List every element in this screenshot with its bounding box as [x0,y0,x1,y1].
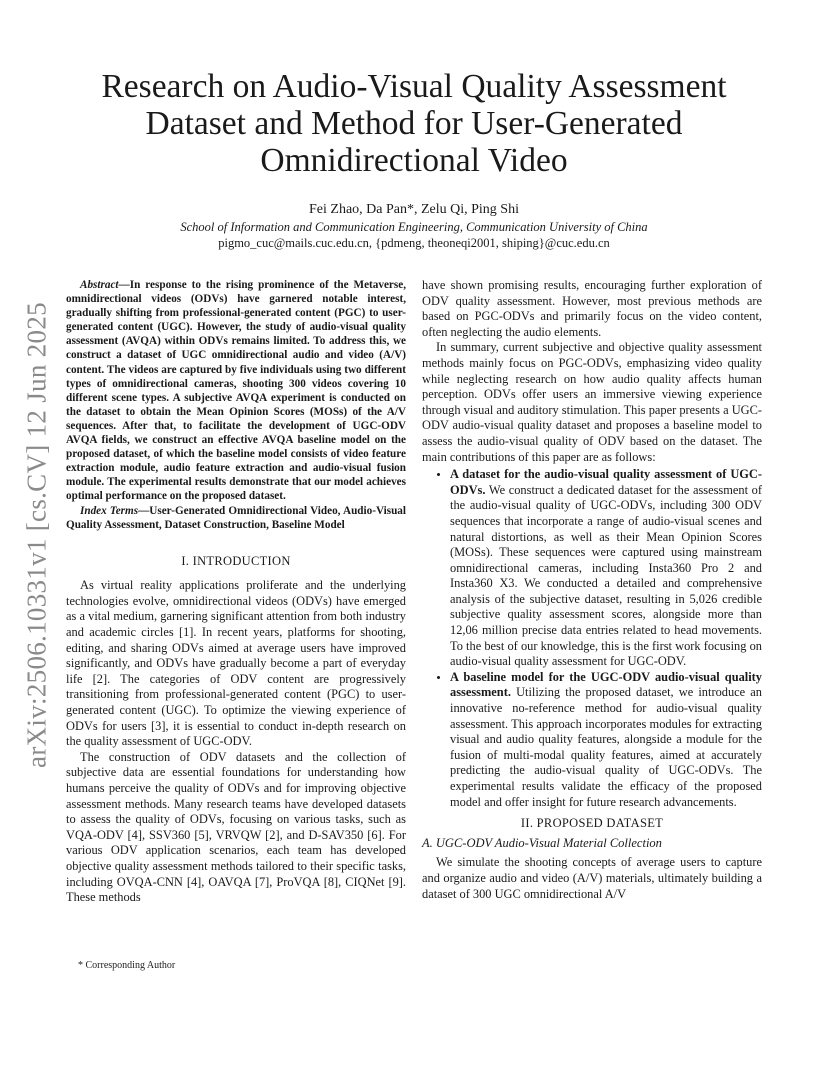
subsection-heading: A. UGC-ODV Audio-Visual Material Collection [422,835,662,850]
author-emails: pigmo_cuc@mails.cuc.edu.cn, {pdmeng, theoneqi2001, shiping}@cuc.edu.cn [218,236,610,250]
contributions-list [422,467,762,810]
section-heading-proposed-dataset: II. PROPOSED DATASET [520,816,664,831]
abstract-label: Abstract [80,279,119,291]
dataset-paragraph-1: We simulate the shooting concepts of average users to capture and organize audio and video (A/V) materials, ultimately building a dataset of 300 UGC omnidirectional A/V [422,855,762,901]
index-terms-text: —User-Generated Omnidirectional Video, Audio-Visual Quality Assessment, Dataset Construction, Baseline Model [66,504,406,531]
abstract [66,278,406,504]
section-heading-introduction: I. INTRODUCTION [181,553,291,568]
contribution-2-text: Utilizing the proposed dataset, we introduce an innovative no-reference method for audio-visual quality assessment. This approach incorporates modules for extracting visual and audio quality features, alongside a module for the fusion of multi-modal quality features, aimed at accurately predicting the audio-visual quality of UGC-ODVs. The experimental results validate the efficacy of the proposed model and offer insight for future research advancements. [450,685,762,809]
contribution-1-text: We construct a dedicated dataset for the assessment of the audio-visual quality of UGC-ODVs, including 300 ODV sequences that incorporate a range of audio-visual scenes and natural distortions, as well as their Mean Opinion Scores (MOSs). These sequences were captured using mainstream omnidirectional cameras, including Insta360 Pro 2 and Insta360 X3. We conducted a detailed and comprehensive analysis of the subjective dataset, resulting in 5,026 credible subjective quality assessment scores, alongside more than 12,06 million precise data entries related to head movements. To the best of our knowledge, this is the first work focusing on audio-visual quality assessment for UGC-ODV. [450,482,762,669]
list-item [450,467,762,670]
affiliation: School of Information and Communication Engineering, Communication University of China [180,220,648,234]
list-item [450,670,762,810]
intro-paragraph-3: have shown promising results, encouraging further exploration of ODV quality assessment. However, most previous methods are based on PGC-ODVs and primarily focus on the video content, often neglecting the audio elements. [422,278,762,339]
intro-paragraph-1: As virtual reality applications proliferate and the underlying technologies evolve, omnidirectional videos (ODVs) have emerged as a vital medium, garnering significant attention from both industry and academic circles [1]. In recent years, platforms for shooting, editing, and sharing ODVs aimed at average users have improved significantly, and ODVs have gradually become a part of everyday life [2]. The categories of ODV content are progressively transitioning from professional-generated content (PGC) to user-generated content (UGC). To optimize the viewing experience of ODVs for users [3], it is essential to conduct in-depth research on the quality assessment of UGC-ODV. [66,578,406,749]
footnote: * Corresponding Author [78,960,176,971]
intro-paragraph-2: The construction of ODV datasets and the collection of subjective data are essential foundations for understanding how humans perceive the quality of ODVs and for improving objective assessment methods. Many research teams have developed datasets to assess the quality of ODVs, focusing on various tasks, such as VQA-ODV [4], SSV360 [5], VRVQW [2], and D-SAV350 [6]. For various ODV application scenarios, each team has developed objective quality assessment methods tailored to their specific tasks, including OVQA-CNN [4], OAVQA [7], ProVQA [8], CIQNet [9]. These methods [66,749,406,905]
contribution-1-title: A dataset for the audio-visual quality assessment of UGC-ODVs. [450,467,762,497]
abstract-text: —In response to the rising prominence of the Metaverse, omnidirectional videos (ODVs) have garnered notable interest, gradually shifting from professional-generated content (PGC) to user-generated content (UGC). However, the study of audio-visual quality assessment (AVQA) within ODVs remains limited. To address this, we construct a dataset of UGC omnidirectional audio and video (A/V) content. The videos are captured by five individuals using two different types of omnidirectional cameras, shooting 300 videos covering 10 different scene types. A subjective AVQA experiment is conducted on the dataset to obtain the Mean Opinion Scores (MOSs) of the A/V sequences. After that, to facilitate the development of UGC-ODV AVQA fields, we construct an effective AVQA baseline model on the proposed dataset, of which the baseline model consists of video feature extraction module, audio feature extraction and audio-visual fusion module. The experimental results demonstrate that our model achieves optimal performance on the proposed dataset. [66,279,406,503]
left-column [66,278,406,906]
index-terms [66,504,406,532]
arxiv-identifier [20,300,54,770]
author-list: Fei Zhao, Da Pan*, Zelu Qi, Ping Shi [309,202,519,217]
paper-title: Research on Audio-Visual Quality Assessment Dataset and Method for User-Generated Omnidirectional Video [101,68,727,179]
right-column [422,278,762,902]
index-terms-label: Index Terms [80,504,139,517]
intro-paragraph-4: In summary, current subjective and objective quality assessment methods mainly focus on PGC-ODVs, emphasizing video quality while neglecting research on how audio quality affects human perception. ODVs offer users an immersive viewing experience through visual and auditory stimulation. This paper presents a UGC-ODV audio-visual quality dataset and proposes a baseline model to assess the audio-visual quality of ODV based on the dataset. The main contributions of this paper are as follows: [422,340,762,464]
arxiv-identifier-text: arXiv:2506.10331v1 [cs.CV] 12 Jun 2025 [21,302,52,768]
contribution-2-title: A baseline model for the UGC-ODV audio-visual quality assessment. [450,669,762,700]
